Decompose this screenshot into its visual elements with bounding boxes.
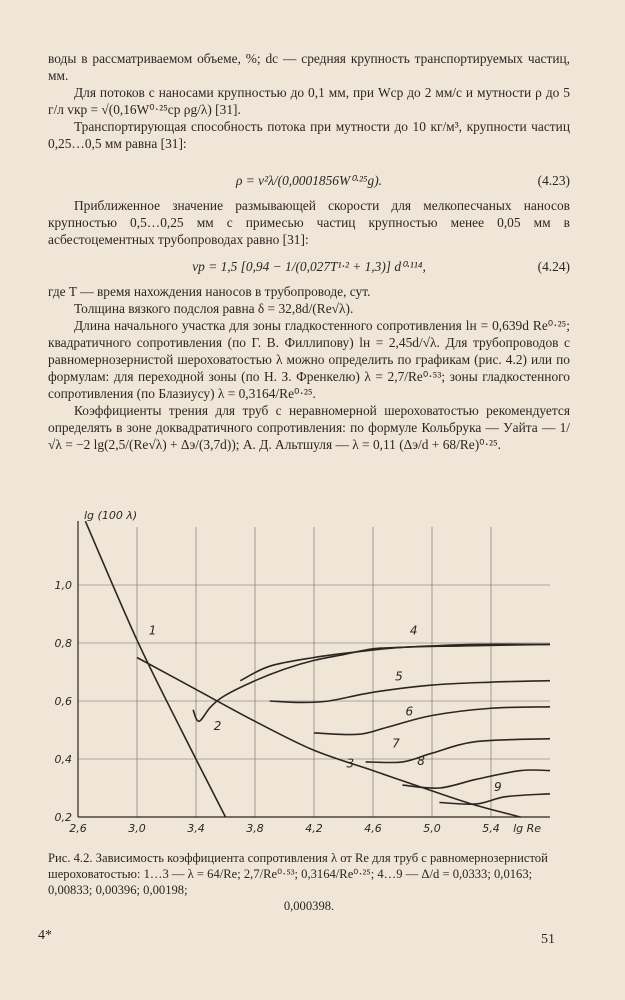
x-tick-label: 5,0 xyxy=(423,822,441,835)
caption-line-2: 0,000398. xyxy=(283,899,335,913)
curve-label-9: 9 xyxy=(493,779,502,794)
curve-label-8: 8 xyxy=(417,753,425,768)
chart-svg xyxy=(40,505,570,845)
paragraph-5: где T — время нахождения наносов в трубопроводе, сут. xyxy=(48,284,371,299)
curve-label-2: 2 xyxy=(213,719,222,733)
x-tick-label: 2,6 xyxy=(69,822,87,835)
curve-label-6: 6 xyxy=(405,704,414,719)
x-tick-label: 3,4 xyxy=(187,822,205,835)
y-axis-title: lg (100 λ) xyxy=(84,509,138,522)
curve-label-7: 7 xyxy=(392,736,400,751)
curve-label-1: 1 xyxy=(148,623,157,638)
equation-body: ρ = v²λ/(0,0001856W⁰·²⁵g). xyxy=(235,173,383,188)
curve-8 xyxy=(403,770,551,788)
signature-mark: 4* xyxy=(38,928,52,943)
curve-3 xyxy=(137,658,521,818)
equation-4-23 xyxy=(48,172,570,189)
paragraph-6: Толщина вязкого подслоя равна δ = 32,8d/(Re√λ). xyxy=(74,301,354,316)
paragraph-7: Длина начального участка для зоны гладкостенного сопротивления lн = 0,639d Re⁰·²⁵; квадратичного сопротивления (по Г. В. Филлипову) lн = 2,45d/√λ. Для трубопроводов с равномернозернистой шероховатостью λ можно определить по графикам (рис. 4.2) или по формулам: для переходной зоны (по Н. З. Френкелю) λ = 2,7/Re⁰·⁵³; зоны гладкостенного сопротивления (по Блазиусу) λ = 0,3164/Re⁰·²⁵. xyxy=(48,318,570,401)
x-axis-title: lg Re xyxy=(513,822,542,835)
caption-line-1: Рис. 4.2. Зависимость коэффициента сопротивления λ от Re для труб с равномернозернистой шероховатостью: 1…3 — λ = 64/Re; 2,7/Re⁰·⁵³; 0,3164/Re⁰·²⁵; 4…9 — Δ/d = 0,0333; 0,0163; 0,00833; 0,00396; 0,00198; xyxy=(48,851,548,897)
x-tick-label: 3,8 xyxy=(246,822,264,835)
paragraph-4: Приближенное значение размывающей скорости для мелкопесчаных наносов крупностью 0,5…0,25 мм с примесью частиц крупностью менее 0,05 мм в асбестоцементных трубопроводах равно [31]: xyxy=(48,198,570,247)
curve-1 xyxy=(85,521,225,817)
paragraph-1: воды в рассматриваемом объеме, %; dс — средняя крупность транспортируемых частиц, мм. xyxy=(48,51,570,83)
y-tick-label: 0,4 xyxy=(54,753,72,766)
x-tick-label: 3,0 xyxy=(128,822,146,835)
x-tick-label: 4,6 xyxy=(364,822,382,835)
text-block-1 xyxy=(48,50,570,152)
curve-label-4: 4 xyxy=(409,623,418,638)
paragraph-2: Для потоков с наносами крупностью до 0,1 мм, при Wср до 2 мм/с и мутности ρ до 5 г/л vкр = √(0,16W⁰·²⁵ср ρg/λ) [31]. xyxy=(48,85,570,117)
equation-number: (4.23) xyxy=(537,173,570,188)
equation-body: vр = 1,5 [0,94 − 1/(0,027T¹·² + 1,3)] d⁰·¹¹⁴, xyxy=(192,259,426,274)
text-block-2 xyxy=(48,197,570,248)
paragraph-3: Транспортирующая способность потока при мутности до 10 кг/м³, крупности частиц 0,25…0,5 мм равна [31]: xyxy=(48,119,570,151)
figure-caption xyxy=(48,850,570,914)
figure-4-2-chart xyxy=(40,505,570,845)
text-block-3 xyxy=(48,283,570,453)
x-tick-label: 5,4 xyxy=(482,822,500,835)
curve-label-3: 3 xyxy=(346,756,355,771)
page-number: 51 xyxy=(541,932,555,947)
y-tick-label: 0,8 xyxy=(54,637,72,650)
curve-label-5: 5 xyxy=(395,669,403,684)
y-tick-label: 1,0 xyxy=(54,579,72,592)
equation-4-24 xyxy=(48,258,570,275)
y-tick-label: 0,2 xyxy=(54,811,72,824)
paragraph-8: Коэффициенты трения для труб с неравномерной шероховатостью рекомендуется определять в зоне доквадратичного сопротивления: по формуле Кольбрука — Уайта — 1/√λ = −2 lg(2,5/(Re√λ) + Δэ/(3,7d)); А. Д. Альтшуля — λ = 0,11 (Δэ/d + 68/Re)⁰·²⁵. xyxy=(48,403,570,452)
x-tick-label: 4,2 xyxy=(305,822,323,835)
y-tick-label: 0,6 xyxy=(54,695,72,708)
curve-5 xyxy=(270,681,550,703)
curve-2 xyxy=(193,644,550,721)
equation-number: (4.24) xyxy=(537,259,570,274)
